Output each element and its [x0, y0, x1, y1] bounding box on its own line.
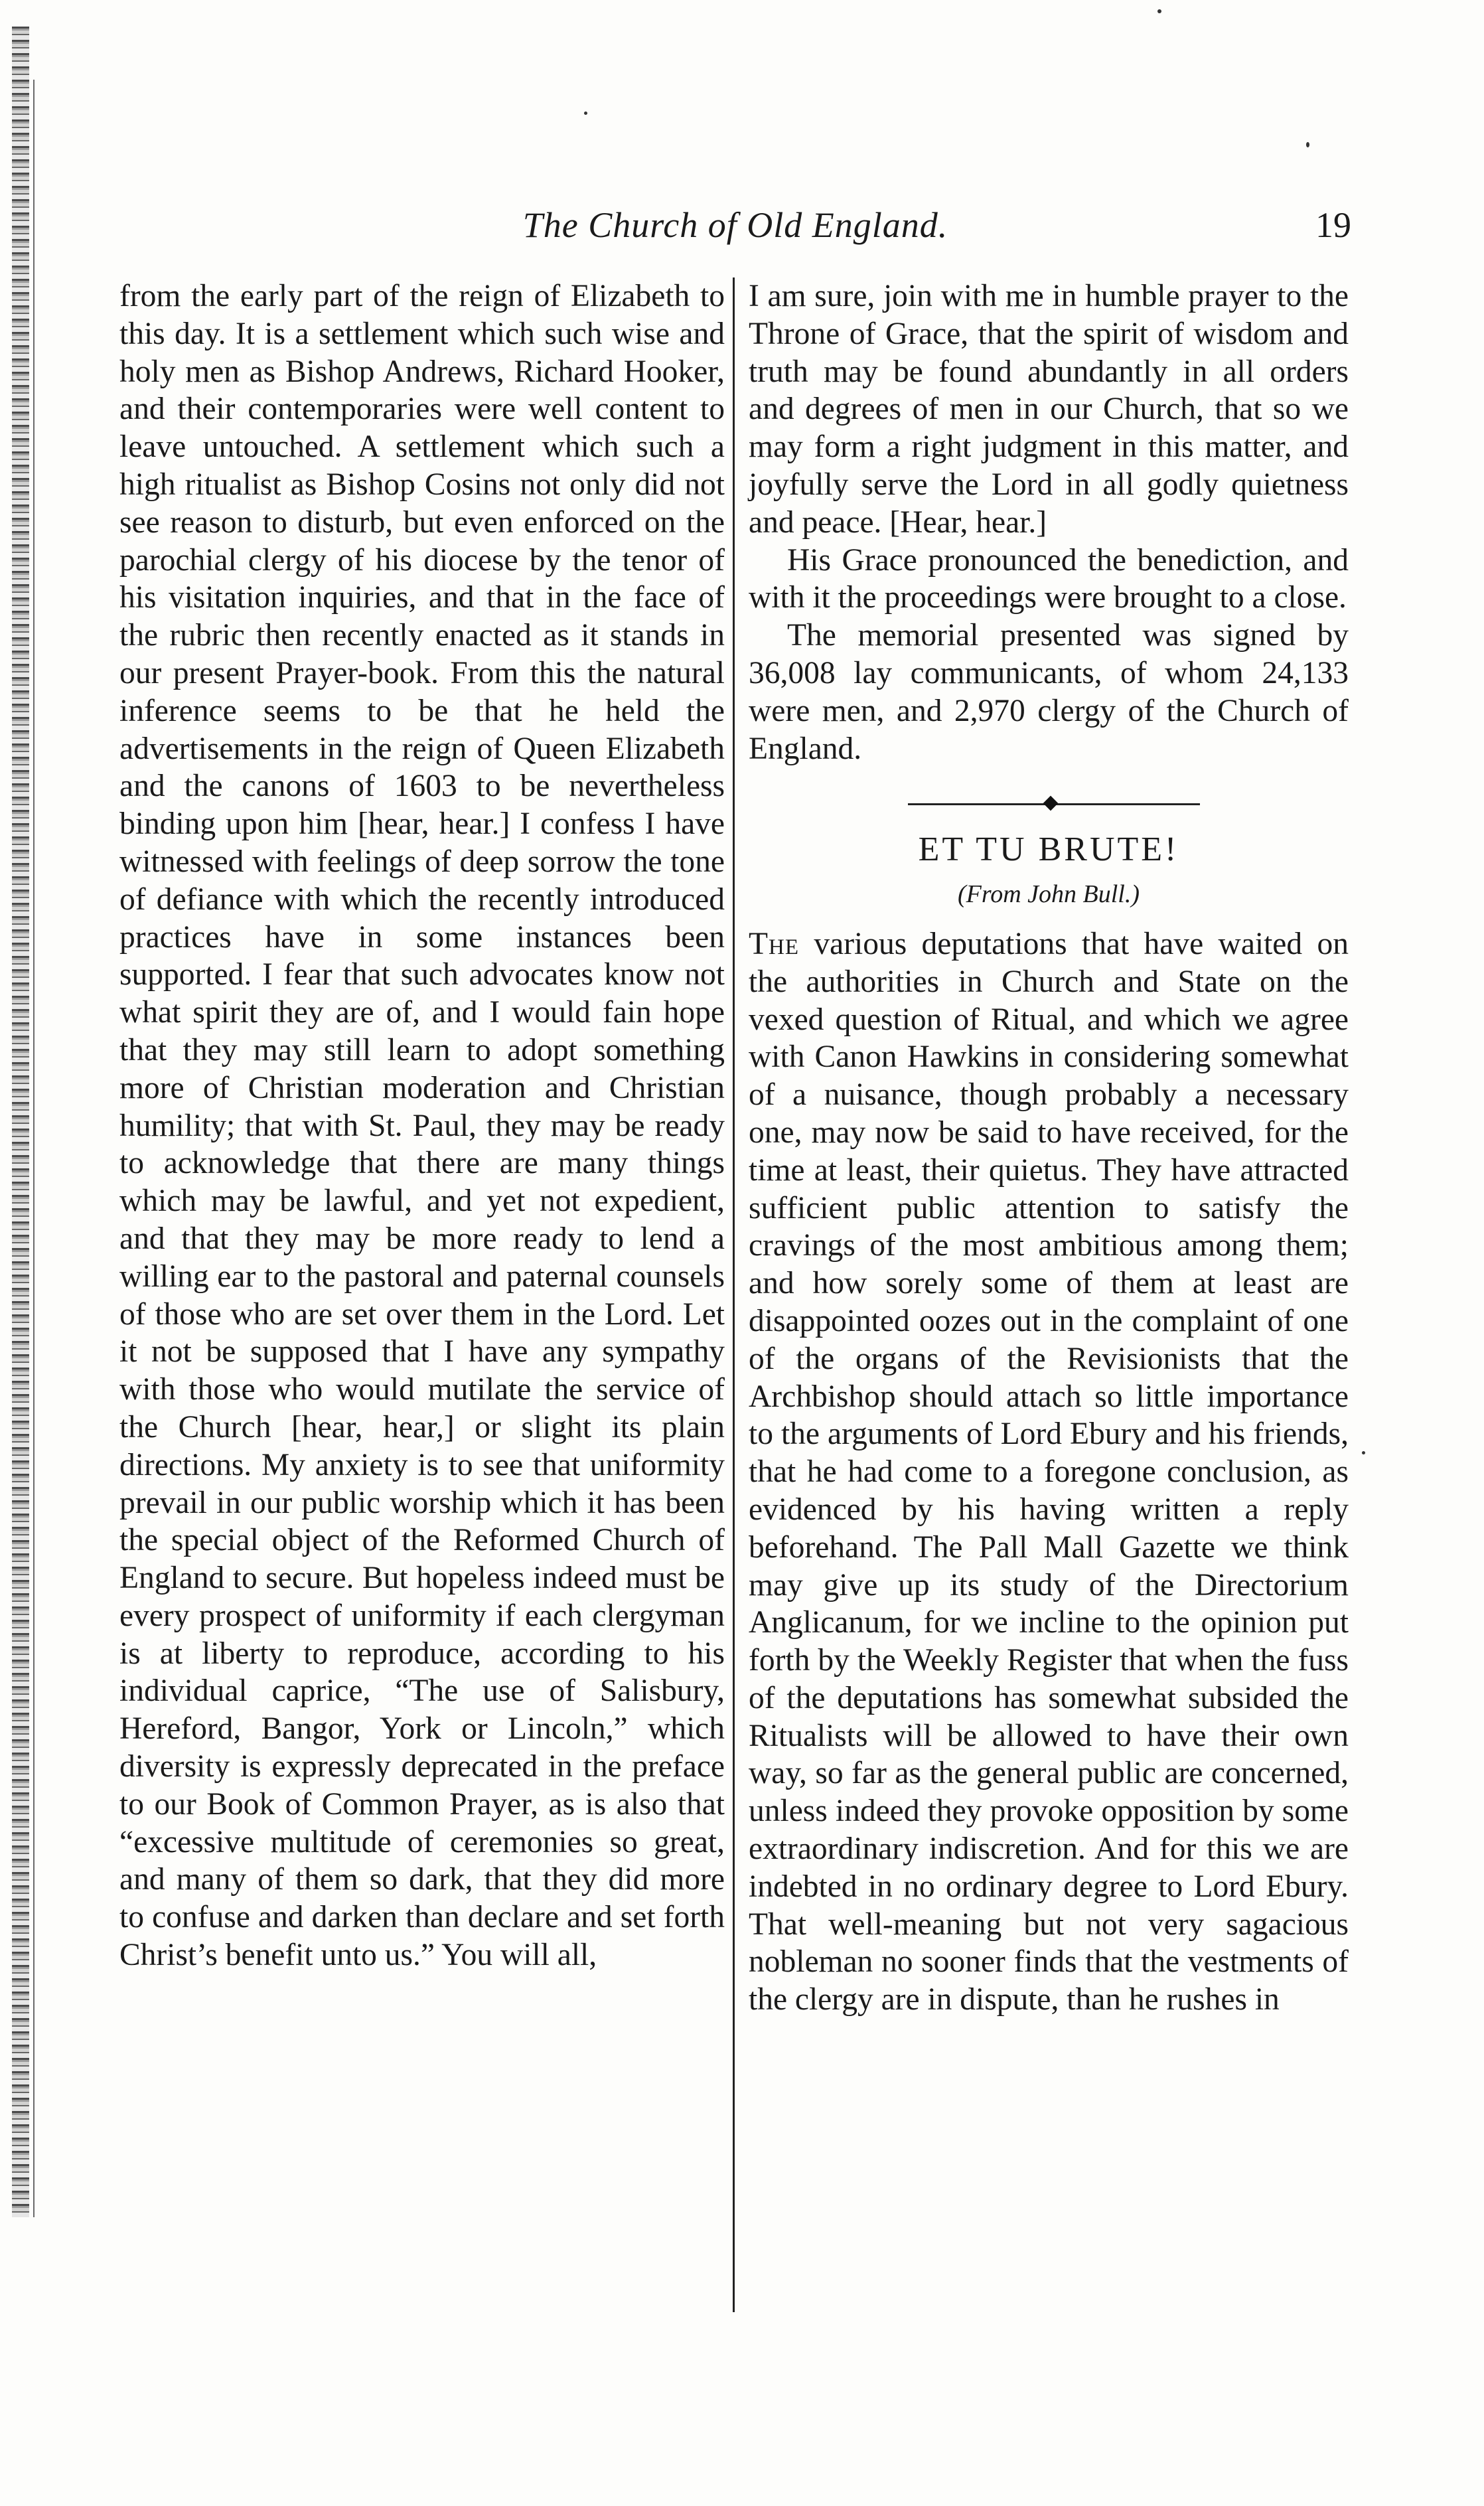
article-body-text: various deputations that have waited on the authorities in Church and State on the vexed question of Ritual, and which we agree with Canon Hawkins in considering somewhat of a nuisance, though probably a necessary one, may now be said to have received, for the time at least, their quietus. They have attracted sufficient public attention to satisfy the cravings of the most ambitious among them; and how sorely some of them at least are disappointed oozes out in the complaint of one of the organs of the Revisionists that the Archbishop should attach so little importance to the arguments of Lord Ebury and his friends, that he had come to a foregone conclusion, as evidenced by his having written a reply beforehand. The Pall Mall Gazette we think may give up its study of the Directorium Anglicanum, for we incline to the opinion put forth by the Weekly Register that when the fuss of the deputations has somewhat subsided the Ritualists will be allowed to have their own way, so far as the general public are concerned, unless indeed they provoke opposition by some extraordinary indiscretion. And for this we are indebted in no ordinary degree to Lord Ebury. That well-meaning but not very sagacious nobleman no sooner finds that the vestments of the clergy are in dispute, than he rushes in [749, 926, 1349, 2017]
binding-edge [12, 27, 29, 2217]
running-title: The Church of Old England. [522, 205, 948, 245]
ink-speck [1157, 9, 1161, 13]
ink-speck [1306, 142, 1309, 147]
ink-speck [1362, 1451, 1365, 1454]
paragraph: from the early part of the reign of Elizabeth to this day. It is a settlement which such wise and holy men as Bishop Andrews, Richard Hooker, and their contemporaries were well content to leave untouched. A settlement which such a high ritualist as Bishop Cosins not only did not see reason to disturb, but even enforced on the parochial clergy of his diocese by the tenor of his visitation inquiries, and that in the face of the rubric then recently enacted as it stands in our present Prayer-book. From this the natural inference seems to be that he held the advertisements in the reign of Queen Elizabeth and the canons of 1603 to be nevertheless binding upon him [hear, hear.] I confess I have witnessed with feelings of deep sorrow the tone of defiance with which the recently introduced practices have in some instances been supported. I fear that such advocates know not what spirit they are of, and I would fain hope that they may still learn to adopt something more of Christian moderation and Christian humility; that with St. Paul, they may be ready to acknowledge that there are many things which may be lawful, and yet not expedient, and that they may be more ready to lend a willing ear to the pastoral and paternal counsels of those who are set over them in the Lord. Let it not be supposed that I have any sympathy with those who would mutilate the service of the Church [hear, hear,] or slight its plain directions. My anxiety is to see that uniformity prevail in our public worship which it has been the special object of the Reformed Church of England to secure. But hopeless indeed must be every prospect of uniformity if each clergyman is at liberty to reproduce, according to his individual caprice, “The use of Salisbury, Hereford, Bangor, York or Lincoln,” which diversity is expressly deprecated in the preface to our Book of Common Prayer, as is also that “excessive multitude of ceremonies so great, and many of them so dark, that they did more to confuse and darken than declare and set forth Christ’s benefit unto us.” You will all, [119, 279, 725, 1973]
article-dropcap: The [749, 926, 800, 961]
binding-line [33, 80, 35, 2217]
column-rule [733, 277, 735, 2312]
separator-ornament [1043, 796, 1059, 811]
left-column [119, 277, 725, 1974]
right-column [749, 277, 1349, 2019]
ink-speck [584, 112, 587, 115]
running-header [119, 204, 1351, 258]
article-body [749, 925, 1349, 2019]
paragraph: I am sure, join with me in humble prayer to the Throne of Grace, that the spirit of wisdom and truth may be found abundantly in all orders and degrees of men in our Church, that so we may form a right judgment in this matter, and joyfully serve the Lord in all godly quietness and peace. [Hear, hear.] [749, 279, 1349, 540]
paragraph: His Grace pronounced the benediction, and with it the proceedings were brought to a close. [749, 542, 1349, 615]
article-source: (From John Bull.) [957, 880, 1140, 909]
section-separator [749, 790, 1349, 817]
page-number: 19 [1315, 205, 1351, 245]
article-title: ET TU BRUTE! [918, 830, 1179, 869]
paragraph: The memorial presented was signed by 36,008 lay communicants, of whom 24,133 were men, and 2,970 clergy of the Church of England. [749, 618, 1349, 766]
